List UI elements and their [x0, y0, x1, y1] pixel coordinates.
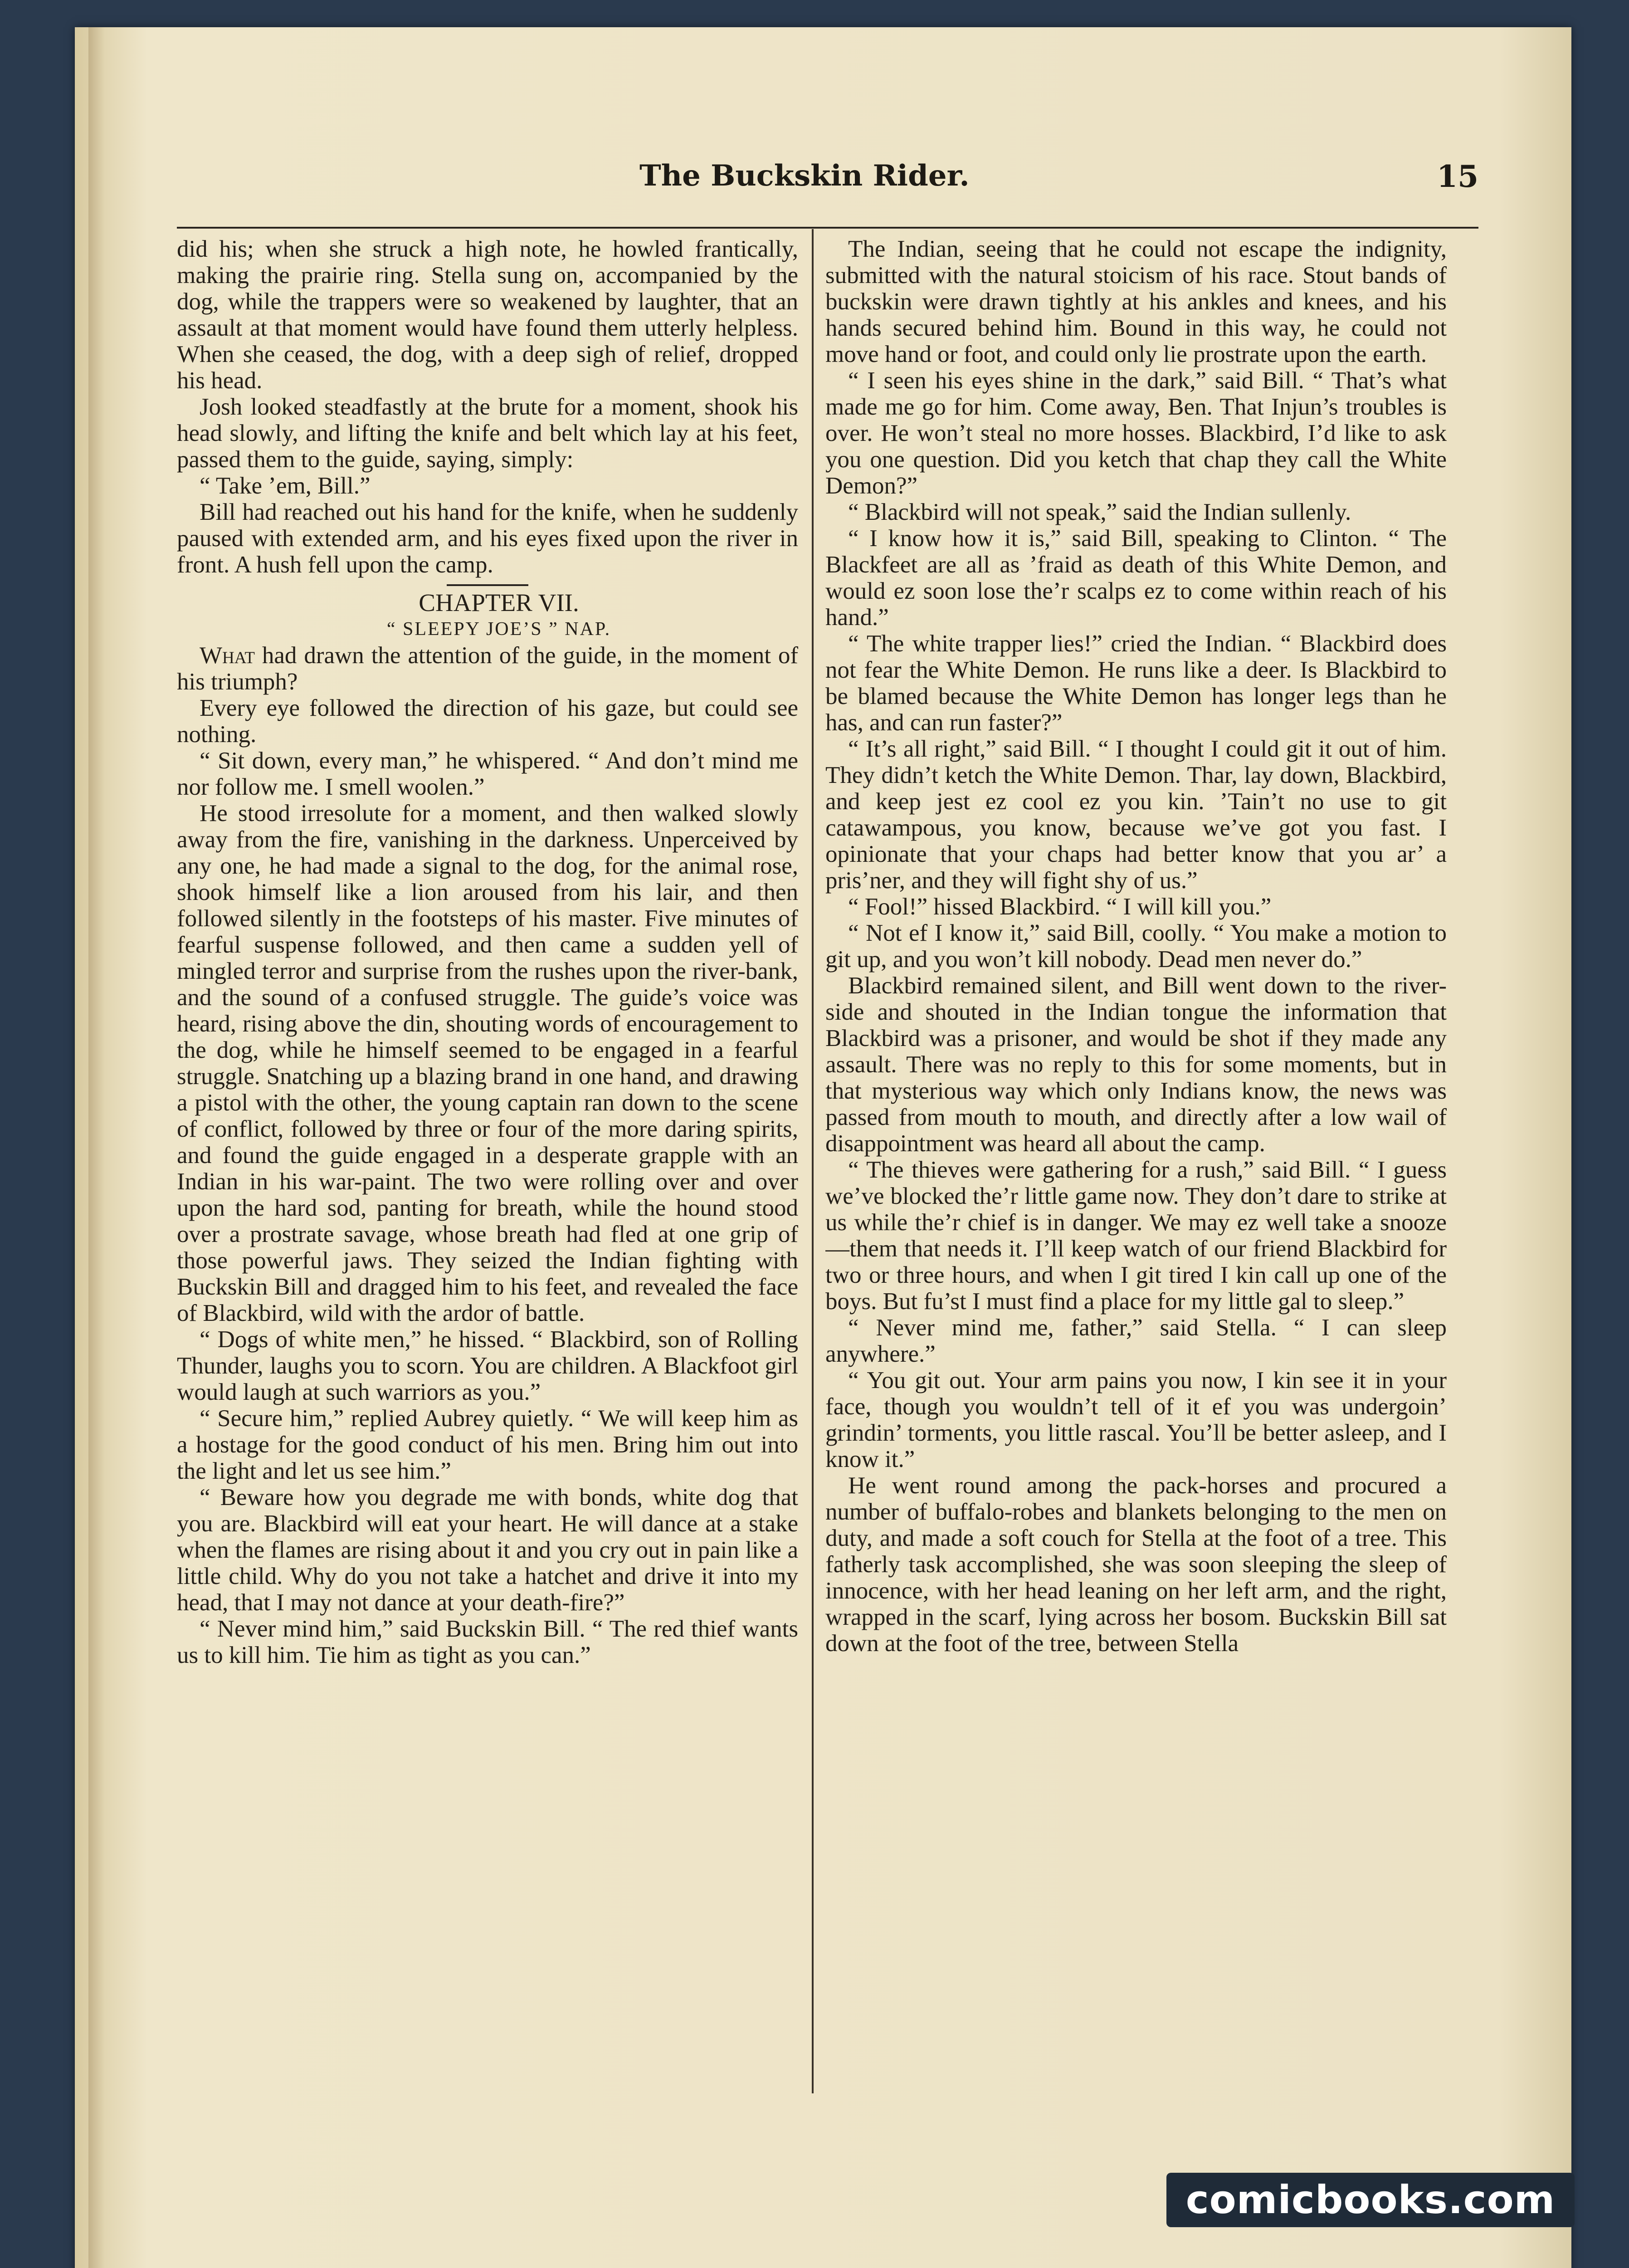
left-column	[177, 236, 798, 2096]
paragraph: “ The thieves were gathering for a rush,” said Bill. “ I guess we’ve blocked the’r little game now. They don’t dare to strike at us while the’r chief is in danger. We may ez well take a snooze —them that needs it. I’ll keep watch of our friend Blackbird for two or three hours, and when I git tired I kin call up one of the boys. But fu’st I must find a place for my little gal to sleep.”	[825, 1157, 1447, 1315]
paragraph: “ Dogs of white men,” he hissed. “ Blackbird, son of Rolling Thunder, laughs you to scorn. You are children. A Blackfoot girl would laugh at such warriors as you.”	[177, 1326, 798, 1405]
page-spine-shadow	[88, 27, 105, 2268]
paragraph: “ Never mind him,” said Buckskin Bill. “ The red thief wants us to kill him. Tie him as tight as you can.”	[177, 1616, 798, 1668]
paragraph: “ The white trapper lies!” cried the Indian. “ Blackbird does not fear the White Demon. He runs like a deer. Is Blackbird to be blamed because the White Demon has longer legs than he has, and can run faster?”	[825, 631, 1447, 736]
header-rule	[177, 227, 1478, 229]
paragraph: “ Not ef I know it,” said Bill, coolly. “ You make a motion to git up, and you won’t kill nobody. Dead men never do.”	[825, 920, 1447, 973]
running-title: The Buckskin Rider.	[639, 159, 970, 193]
chapter-opening-paragraph	[177, 642, 798, 695]
right-column	[825, 236, 1447, 2096]
paragraph: Bill had reached out his hand for the knife, when he suddenly paused with extended arm, and his eyes fixed upon the river in front. A hush fell upon the camp.	[177, 499, 798, 578]
paragraph: “ Sit down, every man,” he whispered. “ And don’t mind me nor follow me. I smell woolen.”	[177, 748, 798, 800]
paragraph: He went round among the pack-horses and procured a number of buffalo-robes and blankets belonging to the men on duty, and made a soft couch for Stella at the foot of a tree. This fatherly task accomplished, she was soon sleeping the sleep of innocence, with her head leaning on her left arm, and the right, wrapped in the scarf, lying across her bosom. Buckskin Bill sat down at the foot of the tree, between Stella	[825, 1472, 1447, 1657]
paragraph: “ Fool!” hissed Blackbird. “ I will kill you.”	[848, 894, 1272, 920]
watermark-banner	[1166, 2173, 1575, 2227]
paragraph: “ I know how it is,” said Bill, speaking to Clinton. “ The Blackfeet are all as ’fraid as death of this White Demon, and would ez soon lose the’r scalps ez to come within reach of his hand.”	[825, 525, 1447, 631]
paragraph: He stood irresolute for a moment, and then walked slowly away from the fire, vanishing in the darkness. Unperceived by any one, he had made a signal to the dog, for the animal rose, shook himself like a lion aroused from his lair, and then followed silently in the footsteps of his master. Five minutes of fearful suspense followed, and then came a sudden yell of mingled terror and surprise from the rushes upon the river-bank, and the sound of a confused struggle. The guide’s voice was heard, rising above the din, shouting words of encouragement to the dog, while he himself seemed to be engaged in a fearful struggle. Snatching up a blazing brand in one hand, and drawing a pistol with the other, the young captain ran down to the scene of conflict, followed by three or four of the more daring spirits, and found the guide engaged in a desperate grapple with an Indian in his war-paint. The two were rolling over and over upon the hard sod, panting for breath, while the hound stood over a prostrate savage, whose breath had fled at one grip of those powerful jaws. They seized the Indian fighting with Buckskin Bill and dragged him to his feet, and revealed the face of Blackbird, wild with the ardor of battle.	[177, 800, 798, 1326]
watermark-text: comicbooks.com	[1185, 2177, 1556, 2223]
paragraph: did his; when she struck a high note, he howled frantically, making the prairie ring. Stella sung on, accompanied by the dog, while the trappers were so weakened by laughter, that an assault at that moment would have found them utterly helpless. When she ceased, the dog, with a deep sigh of relief, dropped his head.	[177, 236, 798, 394]
paragraph: “ Never mind me, father,” said Stella. “ I can sleep anywhere.”	[825, 1315, 1447, 1367]
paragraph: “ Beware how you degrade me with bonds, white dog that you are. Blackbird will eat your heart. He will dance at a stake when the flames are rising about it and you cry out in pain like a little child. Why do you not take a hatchet and drive it into my head, that I may not dance at your death-fire?”	[177, 1484, 798, 1616]
chapter-rule	[447, 584, 528, 586]
paragraph: “ I seen his eyes shine in the dark,” said Bill. “ That’s what made me go for him. Come away, Ben. That Injun’s troubles is over. He won’t steal no more hosses. Blackbird, I’d like to ask you one question. Did you ketch that chap they call the White Demon?”	[825, 367, 1447, 499]
paragraph: Blackbird remained silent, and Bill went down to the river-side and shouted in the Indian tongue the information that Blackbird was a prisoner, and would be shot if they made any assault. There was no reply to this for some moments, but in that mysterious way which only Indians know, the news was passed from mouth to mouth, and directly after a low wail of disappointment was heard all about the camp.	[825, 973, 1447, 1157]
paragraph: Every eye followed the direction of his gaze, but could see nothing.	[177, 695, 798, 748]
paragraph: “ It’s all right,” said Bill. “ I thought I could git it out of him. They didn’t ketch the White Demon. Thar, lay down, Blackbird, and keep jest ez cool ez you kin. ’Tain’t no use to git catawampous, you know, because we’ve got you fast. I opinionate that your chaps had better know that you ar’ a pris’ner, and they will fight shy of us.”	[825, 736, 1447, 894]
column-divider	[812, 229, 814, 2093]
paragraph: “ Take ’em, Bill.”	[200, 473, 371, 499]
chapter-opening-text: had drawn the attention of the guide, in the moment of his triumph?	[177, 642, 798, 695]
paragraph: “ You git out. Your arm pains you now, I kin see it in your face, though you wouldn’t tell of it ef you was undergoin’ grindin’ torments, you little rascal. You’ll be better asleep, and I know it.”	[825, 1367, 1447, 1472]
chapter-title: CHAPTER VII.	[419, 589, 579, 616]
paragraph: Josh looked steadfastly at the brute for a moment, shook his head slowly, and lifting the knife and belt which lay at his feet, passed them to the guide, saying, simply:	[177, 394, 798, 473]
paragraph: “ Secure him,” replied Aubrey quietly. “ We will keep him as a hostage for the good conduct of his men. Bring him out into the light and let us see him.”	[177, 1405, 798, 1484]
page-number: 15	[1437, 159, 1478, 194]
chapter-first-word: What	[200, 642, 255, 669]
chapter-subtitle: “ SLEEPY JOE’S ” NAP.	[386, 619, 611, 640]
page-header	[639, 159, 1478, 209]
paragraph: The Indian, seeing that he could not escape the indignity, submitted with the natural stoicism of his race. Stout bands of buckskin were drawn tightly at his ankles and knees, and his hands secured behind him. Bound in this way, he could not move hand or foot, and could only lie prostrate upon the earth.	[825, 236, 1447, 367]
paragraph: “ Blackbird will not speak,” said the Indian sullenly.	[848, 499, 1351, 525]
